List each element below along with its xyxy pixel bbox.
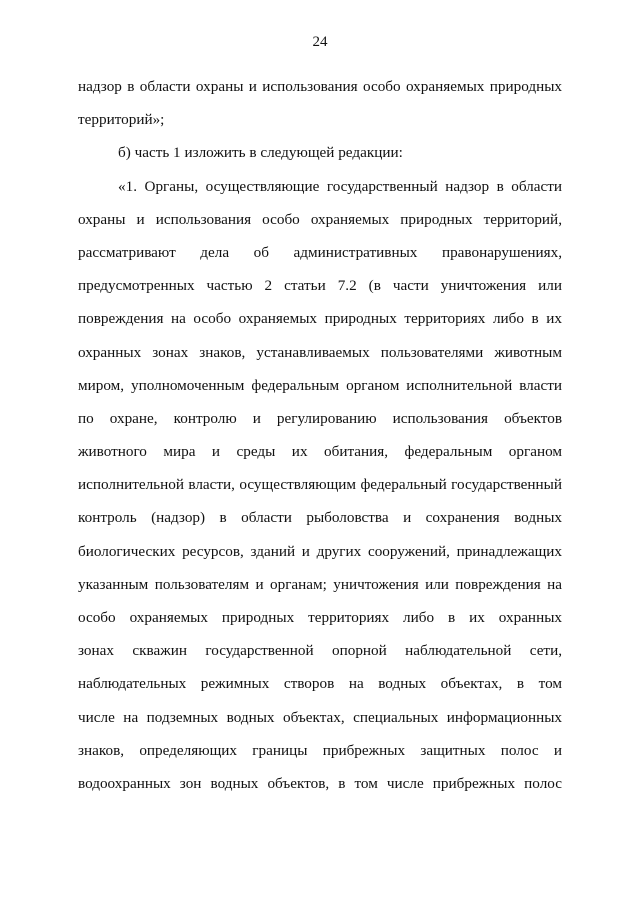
text-line: животного мира и среды их обитания, федеральным органом	[78, 443, 562, 461]
text-line: миром, уполномоченным федеральным органом исполнительной власти	[78, 376, 562, 394]
text-line: территорий»;	[78, 111, 165, 129]
text-line: указанным пользователям и органам; уничтожения или повреждения на	[78, 575, 562, 593]
text-line: водоохранных зон водных объектов, в том числе прибрежных полос	[78, 774, 562, 792]
text-line: биологических ресурсов, зданий и других сооружений, принадлежащих	[78, 542, 562, 560]
text-line: б) часть 1 изложить в следующей редакции:	[118, 144, 403, 162]
text-line: числе на подземных водных объектах, специальных информационных	[78, 708, 562, 726]
page-number: 24	[312, 34, 328, 50]
text-line: наблюдательных режимных створов на водных объектах, в том	[78, 675, 562, 693]
text-line: зонах скважин государственной опорной наблюдательной сети,	[78, 642, 562, 660]
text-line: по охране, контролю и регулированию использования объектов	[78, 409, 562, 427]
text-line: исполнительной власти, осуществляющим федеральный государственный	[78, 476, 562, 494]
text-line: рассматривают дела об административных правонарушениях,	[78, 243, 562, 261]
text-line: охраны и использования особо охраняемых природных территорий,	[78, 210, 562, 228]
text-line: предусмотренных частью 2 статьи 7.2 (в части уничтожения или	[78, 277, 562, 295]
text-line: надзор в области охраны и использования особо охраняемых природных	[78, 78, 562, 95]
body-text	[78, 70, 562, 800]
text-line: контроль (надзор) в области рыболовства и сохранения водных	[78, 509, 562, 527]
text-line: охранных зонах знаков, устанавливаемых пользователями животным	[78, 343, 562, 361]
text-line: особо охраняемых природных территориях либо в их охранных	[78, 609, 562, 626]
text-line: знаков, определяющих границы прибрежных защитных полос и	[78, 741, 562, 759]
text-line: «1. Органы, осуществляющие государственный надзор в области	[118, 177, 562, 195]
text-line: повреждения на особо охраняемых природных территориях либо в их	[78, 310, 562, 328]
